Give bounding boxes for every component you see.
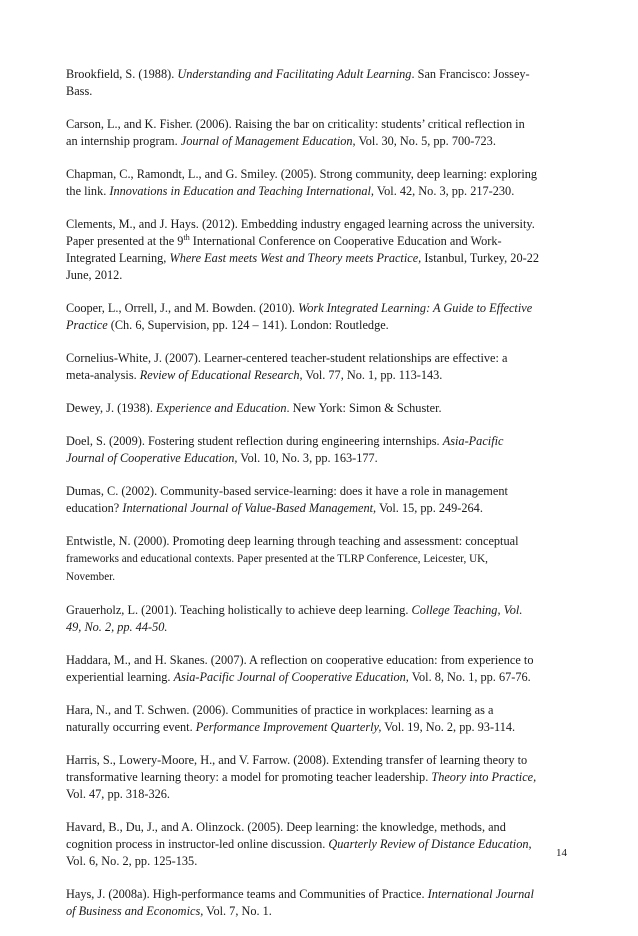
reference-text: Carson, L., and K. Fisher. (2006). Raising the bar on criticality: students’ critical reflection in (66, 117, 525, 131)
reference-line (66, 483, 570, 500)
reference-text: Cornelius-White, J. (2007). Learner-centered teacher-student relationships are effective: a (66, 351, 508, 365)
italic-title-text: College Teaching, Vol. (411, 603, 523, 617)
reference-entry (66, 350, 570, 384)
reference-line (66, 300, 570, 317)
reference-line (66, 619, 570, 636)
reference-text: Paper presented at the 9 (66, 234, 184, 248)
reference-entry (66, 483, 570, 517)
reference-line (66, 719, 570, 736)
reference-entry (66, 300, 570, 334)
reference-entry (66, 602, 570, 636)
reference-text: November. (66, 571, 115, 583)
reference-text: Vol. 7, No. 1. (203, 904, 272, 918)
reference-text: cognition process in instructor-led online discussion. (66, 837, 329, 851)
reference-line (66, 702, 570, 719)
italic-title-text: Quarterly Review of Distance Education, (328, 837, 532, 851)
reference-text: Dumas, C. (2002). Community-based service-learning: does it have a role in management (66, 484, 508, 498)
italic-title-text: Review of Educational Research, (139, 368, 303, 382)
reference-entry (66, 702, 570, 736)
reference-line (66, 568, 570, 586)
italic-title-text: International Journal (427, 887, 534, 901)
italic-title-text: Theory into Practice, (431, 770, 537, 784)
reference-line (66, 500, 570, 517)
superscript-text: th (183, 232, 190, 242)
reference-text: Vol. 77, No. 1, pp. 113-143. (302, 368, 443, 382)
reference-line (66, 669, 570, 686)
reference-text: Vol. 6, No. 2, pp. 125-135. (66, 854, 198, 868)
reference-line (66, 133, 570, 150)
reference-text: Chapman, C., Ramondt, L., and G. Smiley. (2005). Strong community, deep learning: exploring (66, 167, 538, 181)
italic-title-text: International Journal of Value-Based Management, (122, 501, 377, 515)
reference-text: Cooper, L., Orrell, J., and M. Bowden. (2010). (66, 301, 299, 315)
reference-text: Harris, S., Lowery-Moore, H., and V. Farrow. (2008). Extending transfer of learning theory to (66, 753, 528, 767)
reference-text: Dewey, J. (1938). (66, 401, 157, 415)
reference-text: Vol. 47, pp. 318-326. (66, 787, 170, 801)
reference-entry (66, 652, 570, 686)
reference-list (66, 66, 570, 936)
reference-line (66, 350, 570, 367)
reference-text: Bass. (66, 84, 93, 98)
italic-title-text: Innovations in Education and Teaching International, (109, 184, 374, 198)
reference-line (66, 450, 570, 467)
reference-text: Vol. 42, No. 3, pp. 217-230. (373, 184, 515, 198)
reference-entry (66, 166, 570, 200)
reference-text: education? (66, 501, 123, 515)
reference-line (66, 533, 570, 550)
reference-text: Vol. 10, No. 3, pp. 163-177. (237, 451, 378, 465)
reference-text: . New York: Simon & Schuster. (286, 401, 442, 415)
reference-text: Entwistle, N. (2000). Promoting deep learning through teaching and assessment: conceptual (66, 534, 519, 548)
italic-title-text: Work Integrated Learning: A Guide to Effective (298, 301, 533, 315)
reference-line (66, 769, 570, 786)
reference-text: Hays, J. (2008a). High-performance teams and Communities of Practice. (66, 887, 428, 901)
reference-line (66, 83, 570, 100)
reference-line (66, 183, 570, 200)
reference-line (66, 886, 570, 903)
reference-text: Vol. 30, No. 5, pp. 700-723. (355, 134, 496, 148)
italic-title-text: 49, No. 2, pp. 44-50. (66, 620, 168, 634)
reference-text: Istanbul, Turkey, 20-22 (421, 251, 539, 265)
reference-line (66, 166, 570, 183)
reference-text: Hara, N., and T. Schwen. (2006). Communities of practice in workplaces: learning as a (66, 703, 494, 717)
reference-text: Vol. 19, No. 2, pp. 93-114. (381, 720, 516, 734)
reference-line (66, 367, 570, 384)
reference-line (66, 602, 570, 619)
reference-entry (66, 533, 570, 586)
reference-line (66, 786, 570, 803)
reference-entry (66, 116, 570, 150)
reference-text: Vol. 15, pp. 249-264. (376, 501, 483, 515)
reference-line (66, 433, 570, 450)
italic-title-text: Asia-Pacific Journal of Cooperative Education, (173, 670, 409, 684)
reference-entry (66, 66, 570, 100)
reference-line (66, 267, 570, 284)
reference-text: Vol. 8, No. 1, pp. 67-76. (408, 670, 531, 684)
reference-line (66, 250, 570, 267)
italic-title-text: Experience and Education (156, 401, 287, 415)
reference-text: an internship program. (66, 134, 181, 148)
reference-line (66, 752, 570, 769)
reference-entry (66, 886, 570, 920)
reference-line (66, 550, 570, 568)
reference-entry (66, 400, 570, 417)
reference-line (66, 66, 570, 83)
reference-text: June, 2012. (66, 268, 123, 282)
reference-line (66, 836, 570, 853)
reference-text: . San Francisco: Jossey- (411, 67, 530, 81)
italic-title-text: of Business and Economics, (66, 904, 204, 918)
reference-entry (66, 752, 570, 803)
reference-line (66, 819, 570, 836)
reference-text: Haddara, M., and H. Skanes. (2007). A reflection on cooperative education: from experience to (66, 653, 534, 667)
reference-line (66, 853, 570, 870)
reference-line (66, 116, 570, 133)
italic-title-text: Where East meets West and Theory meets Practice, (169, 251, 422, 265)
reference-line (66, 317, 570, 334)
page-number: 14 (556, 847, 567, 859)
reference-entry (66, 433, 570, 467)
reference-text: Doel, S. (2009). Fostering student reflection during engineering internships. (66, 434, 443, 448)
reference-text: Havard, B., Du, J., and A. Olinzock. (2005). Deep learning: the knowledge, methods, and (66, 820, 506, 834)
reference-text: International Conference on Cooperative Education and Work- (189, 234, 502, 248)
reference-text: frameworks and educational contexts. Paper presented at the TLRP Conference, Leicester, UK, (66, 553, 488, 565)
reference-text: Grauerholz, L. (2001). Teaching holistically to achieve deep learning. (66, 603, 412, 617)
reference-line (66, 400, 570, 417)
reference-text: transformative learning theory: a model for promoting teacher leadership. (66, 770, 432, 784)
italic-title-text: Understanding and Facilitating Adult Learning (177, 67, 412, 81)
italic-title-text: Asia-Pacific (442, 434, 504, 448)
reference-text: naturally occurring event. (66, 720, 196, 734)
reference-line (66, 652, 570, 669)
reference-line (66, 903, 570, 920)
italic-title-text: Performance Improvement Quarterly, (195, 720, 382, 734)
reference-text: the link. (66, 184, 110, 198)
italic-title-text: Journal of Cooperative Education, (66, 451, 238, 465)
italic-title-text: Journal of Management Education, (180, 134, 356, 148)
reference-text: Integrated Learning, (66, 251, 170, 265)
reference-text: (Ch. 6, Supervision, pp. 124 – 141). London: Routledge. (107, 318, 389, 332)
reference-entry (66, 216, 570, 284)
reference-text: experiential learning. (66, 670, 174, 684)
reference-line (66, 216, 570, 233)
italic-title-text: Practice (66, 318, 108, 332)
reference-line (66, 233, 570, 250)
reference-text: Clements, M., and J. Hays. (2012). Embedding industry engaged learning across the university. (66, 217, 535, 231)
reference-entry (66, 819, 570, 870)
reference-text: Brookfield, S. (1988). (66, 67, 178, 81)
reference-text: meta-analysis. (66, 368, 140, 382)
